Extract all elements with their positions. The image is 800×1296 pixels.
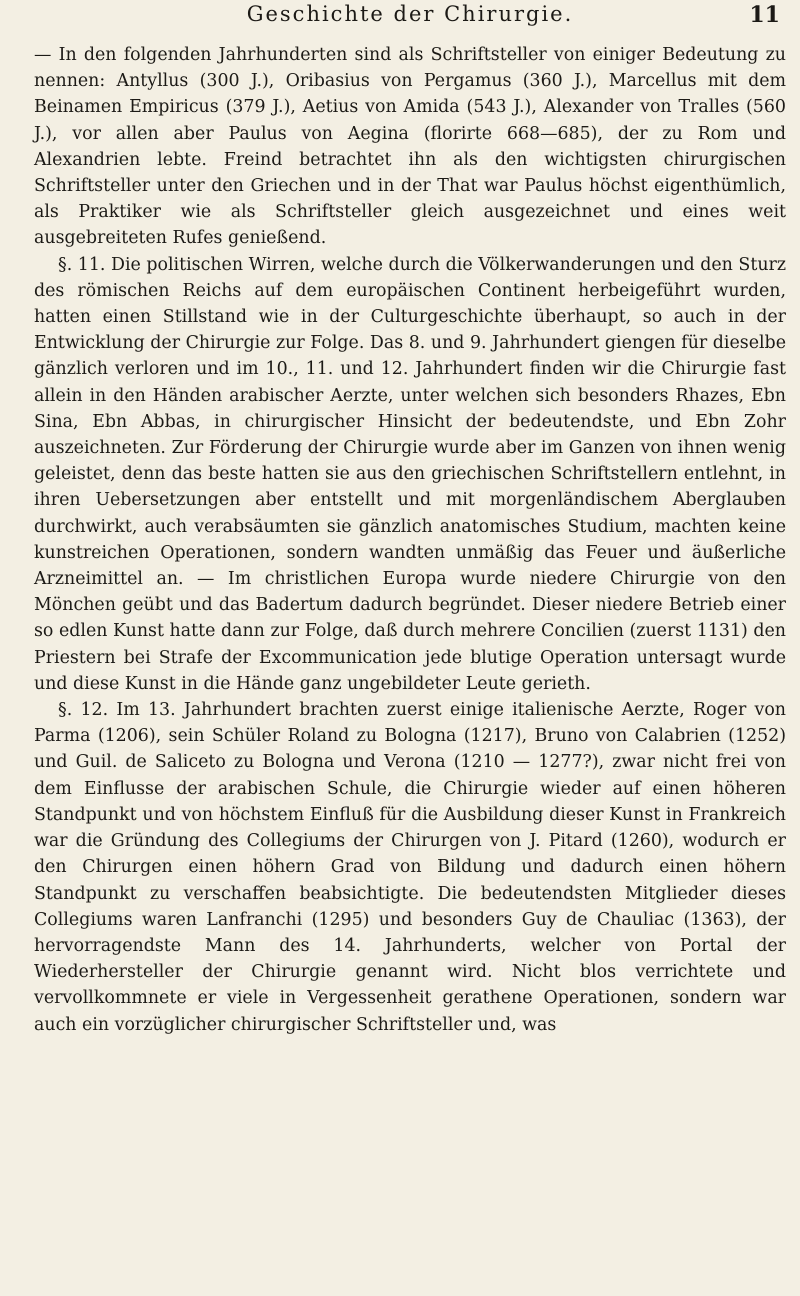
paragraph-1-text: — In den folgenden Jahrhunderten sind als Schriftsteller von einiger Bedeutung zu nennen: Antyllus (300 J.), Oribasius von Pergamus (360 J.), Marcellus mit dem Beinamen Empiricus (379 J.), Aetius von Amida (543 J.), Alexander von Tralles (560 J.), vor allen aber Paulus von Aegina (florirte 668—685), der zu Rom und Alexandrien lebte. Freind betrachtet ihn als den wichtigsten chirurgischen Schriftsteller unter den Griechen und in der That war Paulus höchst eigenthümlich, als Praktiker wie als Schriftsteller gleich ausgezeichnet und eines weit ausgebreiteten Rufes genießend.	[34, 45, 786, 249]
running-head: Geschichte der Chirurgie.	[246, 2, 574, 26]
page-number: 11	[749, 2, 780, 28]
paragraph-section-12	[34, 697, 786, 1038]
body-text	[34, 42, 786, 1038]
paragraph-1	[34, 42, 786, 252]
section-number-12: §. 12.	[58, 700, 109, 721]
page-header	[34, 0, 786, 42]
section-number-11: §. 11.	[58, 254, 106, 275]
paragraph-section-11	[34, 252, 786, 697]
paragraph-3-text: Im 13. Jahrhundert brachten zuerst einige italienische Aerzte, Roger von Parma (1206), sein Schüler Roland zu Bologna (1217), Bruno von Calabrien (1252) und Guil. de Saliceto zu Bologna und Verona (1210 — 1277?), zwar nicht frei von dem Einflusse der arabischen Schule, die Chirurgie wieder auf einen höheren Standpunkt und von höchstem Einfluß für die Ausbildung dieser Kunst in Frankreich war die Gründung des Collegiums der Chirurgen von J. Pitard (1260), wodurch er den Chirurgen einen höhern Grad von Bildung und dadurch einen höhern Standpunkt zu verschaffen beabsichtigte. Die bedeutendsten Mitglieder dieses Collegiums waren Lanfranchi (1295) und besonders Guy de Chauliac (1363), der hervorragendste Mann des 14. Jahrhunderts, welcher von Portal der Wiederhersteller der Chirurgie genannt wird. Nicht blos verrichtete und vervollkommnete er viele in Vergessenheit gerathene Operationen, sondern war auch ein vorzüglicher chirurgischer Schriftsteller und, was	[34, 700, 786, 1035]
paragraph-2-text: Die politischen Wirren, welche durch die Völkerwanderungen und den Sturz des römischen Reichs auf dem europäischen Continent herbeigeführt wurden, hatten einen Stillstand wie in der Culturgeschichte überhaupt, so auch in der Entwicklung der Chirurgie zur Folge. Das 8. und 9. Jahrhundert giengen für dieselbe gänzlich verloren und im 10., 11. und 12. Jahrhundert finden wir die Chirurgie fast allein in den Händen arabischer Aerzte, unter welchen sich besonders Rhazes, Ebn Sina, Ebn Abbas, in chirurgischer Hinsicht der bedeutendste, und Ebn Zohr auszeichneten. Zur Förderung der Chirurgie wurde aber im Ganzen von ihnen wenig geleistet, denn das beste hatten sie aus den griechischen Schriftstellern entlehnt, in ihren Uebersetzungen aber entstellt und mit morgenländischem Aberglauben durchwirkt, auch verabsäumten sie gänzlich anatomisches Studium, machten keine kunstreichen Operationen, sondern wandten unmäßig das Feuer und äußerliche Arzneimittel an. — Im christlichen Europa wurde niedere Chirurgie von den Mönchen geübt und das Badertum dadurch begründet. Dieser niedere Betrieb einer so edlen Kunst hatte dann zur Folge, daß durch mehrere Concilien (zuerst 1131) den Priestern bei Strafe der Excommunication jede blutige Operation untersagt wurde und diese Kunst in die Hände ganz ungebildeter Leute gerieth.	[34, 254, 786, 694]
